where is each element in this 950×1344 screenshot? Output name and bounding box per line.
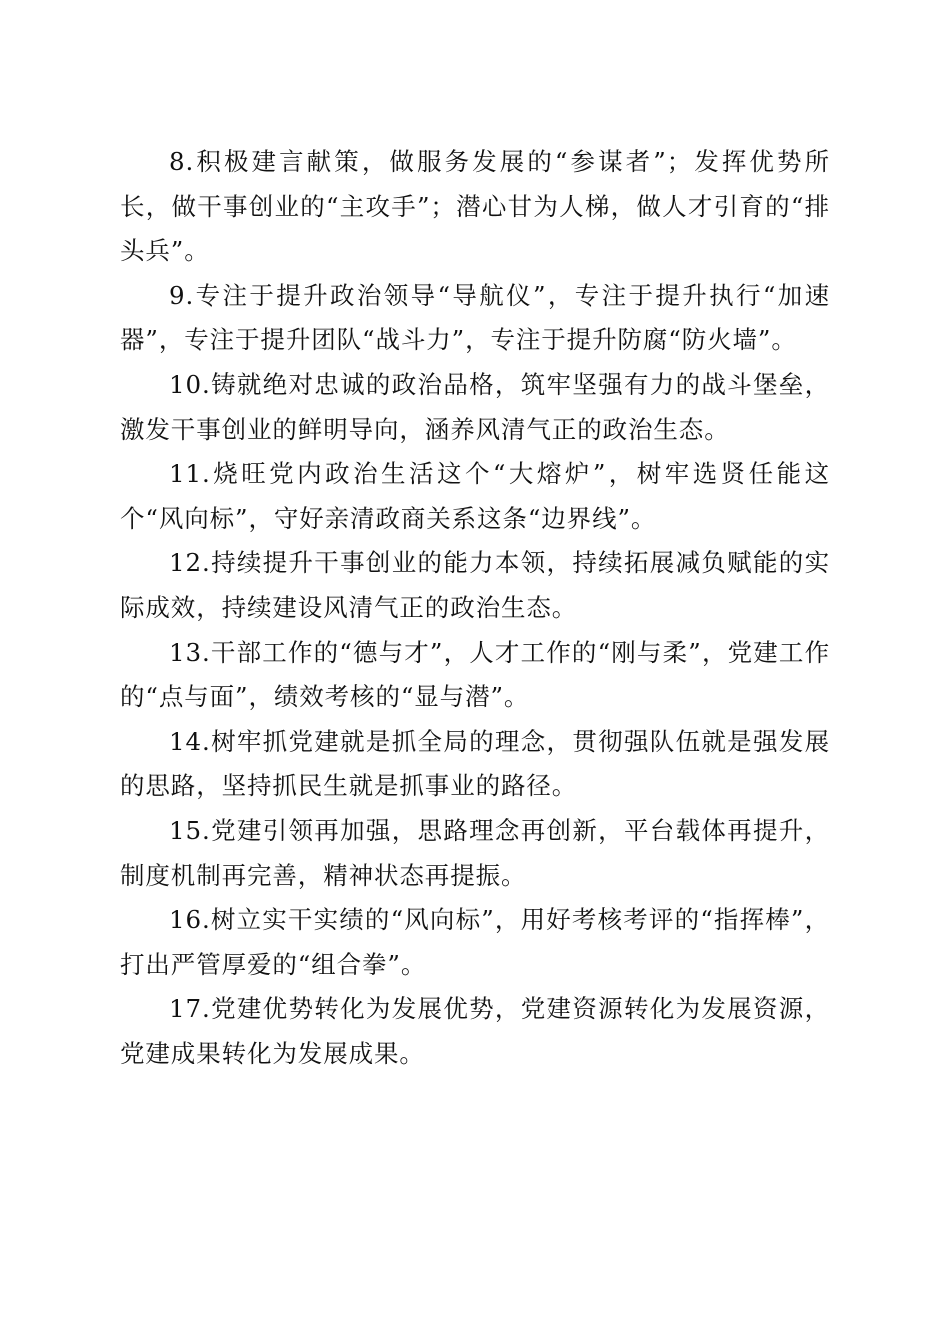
paragraph-13: 13.干部工作的“德与才”，人才工作的“刚与柔”，党建工作的“点与面”，绩效考核的“显与潜”。: [120, 637, 830, 712]
paragraph-10: 10.铸就绝对忠诚的政治品格，筑牢坚强有力的战斗堡垒，激发干事创业的鲜明导向，涵养风清气正的政治生态。: [120, 369, 830, 444]
paragraph-8: 8.积极建言献策，做服务发展的“参谋者”；发挥优势所长，做干事创业的“主攻手”；潜心甘为人梯，做人才引育的“排头兵”。: [120, 147, 830, 266]
paragraph-11: 11.烧旺党内政治生活这个“大熔炉”，树牢选贤任能这个“风向标”，守好亲清政商关系这条“边界线”。: [120, 459, 830, 533]
paragraph-16: 16.树立实干实绩的“风向标”，用好考核考评的“指挥棒”，打出严管厚爱的“组合拳”。: [120, 905, 830, 979]
document-body: [120, 140, 830, 1076]
paragraph-17: 17.党建优势转化为发展优势，党建资源转化为发展资源，党建成果转化为发展成果。: [120, 994, 830, 1068]
paragraph-15: 15.党建引领再加强，思路理念再创新，平台载体再提升，制度机制再完善，精神状态再提振。: [120, 815, 830, 890]
paragraph-12: 12.持续提升干事创业的能力本领，持续拓展减负赋能的实际成效，持续建设风清气正的政治生态。: [120, 548, 830, 622]
paragraph-9: 9.专注于提升政治领导“导航仪”，专注于提升执行“加速器”，专注于提升团队“战斗力”，专注于提升防腐“防火墙”。: [120, 280, 830, 355]
paragraph-14: 14.树牢抓党建就是抓全局的理念，贯彻强队伍就是强发展的思路，坚持抓民生就是抓事业的路径。: [120, 726, 830, 801]
